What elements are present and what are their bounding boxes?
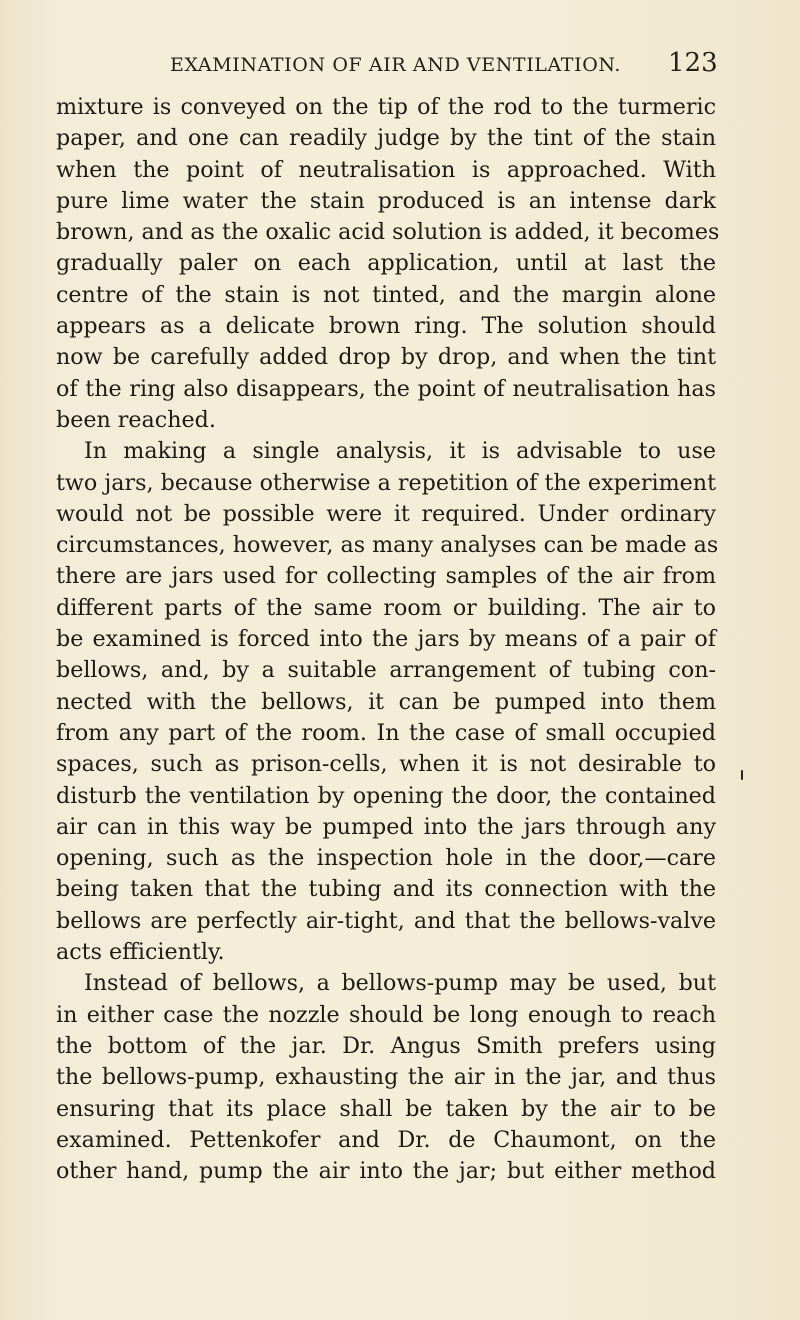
- text-line: the bottom of the jar. Dr. Angus Smith prefers using: [56, 1032, 716, 1059]
- text-line: bellows are perfectly air-tight, and that the bellows-valve: [56, 907, 716, 934]
- text-line: of the ring also disappears, the point of neutralisation has: [56, 375, 716, 402]
- text-line: there are jars used for collecting samples of the air from: [56, 563, 716, 590]
- text-line: now be carefully added drop by drop, and when the tint: [56, 344, 716, 371]
- text-line: opening, such as the inspection hole in the door,—care: [56, 845, 716, 872]
- text-line: air can in this way be pumped into the jars through any: [56, 813, 716, 840]
- text-line: bellows, and, by a suitable arrangement of tubing con-: [56, 657, 716, 684]
- text-line: paper, and one can readily judge by the tint of the stain: [56, 125, 716, 152]
- text-line: being taken that the tubing and its connection with the: [56, 876, 716, 903]
- text-line: when the point of neutralisation is approached. With: [56, 156, 716, 183]
- text-line: be examined is forced into the jars by means of a pair of: [56, 626, 716, 653]
- text-line: examined. Pettenkofer and Dr. de Chaumont, on the: [56, 1126, 716, 1153]
- text-line: spaces, such as prison-cells, when it is not desirable to: [56, 751, 716, 778]
- text-line: from any part of the room. In the case of small occupied: [56, 719, 716, 746]
- text-line: disturb the ventilation by opening the door, the contained: [56, 782, 716, 809]
- text-line: different parts of the same room or building. The air to: [56, 594, 716, 621]
- text-line: mixture is conveyed on the tip of the rod to the turmeric: [56, 94, 716, 120]
- text-line: appears as a delicate brown ring. The solution should: [56, 313, 716, 340]
- paragraph-last-line: acts efficiently.: [56, 939, 225, 966]
- text-line: would not be possible were it required. Under ordinary: [56, 500, 716, 527]
- running-title: EXAMINATION OF AIR AND VENTILATION.: [170, 54, 622, 76]
- paragraph-first-line: Instead of bellows, a bellows-pump may be used, but: [84, 970, 716, 997]
- paragraph-first-line: In making a single analysis, it is advisable to use: [84, 438, 716, 465]
- running-head: [0, 48, 800, 88]
- text-line: two jars, because otherwise a repetition of the experiment: [56, 469, 716, 496]
- text-line: in either case the nozzle should be long enough to reach: [56, 1001, 716, 1028]
- text-line: gradually paler on each application, until at last the: [56, 250, 716, 277]
- text-line: ensuring that its place shall be taken by the air to be: [56, 1095, 716, 1122]
- text-line: the bellows-pump, exhausting the air in the jar, and thus: [56, 1064, 716, 1091]
- ink-speck: [741, 770, 743, 780]
- text-line: nected with the bellows, it can be pumped into them: [56, 688, 716, 715]
- text-line: pure lime water the stain produced is an intense dark: [56, 187, 716, 214]
- text-line: centre of the stain is not tinted, and the margin alone: [56, 281, 716, 308]
- body-text: [56, 92, 720, 1187]
- page-number: 123: [668, 48, 718, 78]
- text-line: circumstances, however, as many analyses can be made as: [56, 532, 719, 559]
- paragraph-last-line: been reached.: [56, 406, 216, 433]
- text-line: other hand, pump the air into the jar; but either method: [56, 1158, 716, 1185]
- text-line: brown, and as the oxalic acid solution is added, it becomes: [56, 219, 720, 246]
